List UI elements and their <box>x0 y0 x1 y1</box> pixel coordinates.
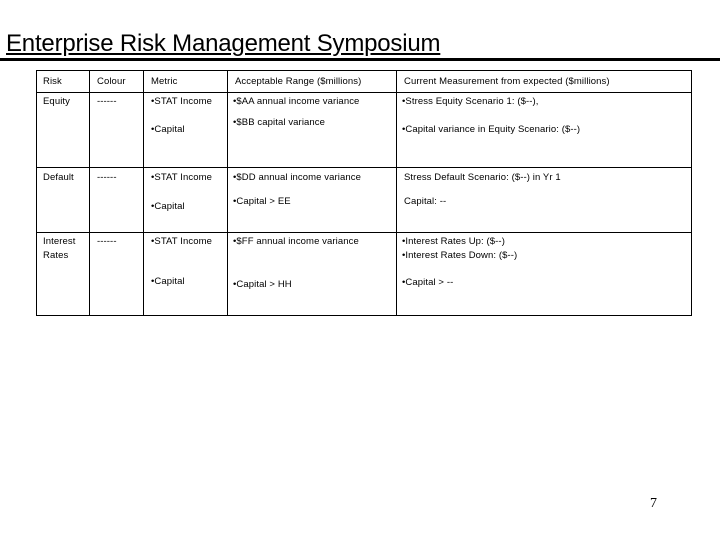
interest-range-capital: •Capital > HH <box>233 279 292 290</box>
title-rule <box>0 58 720 61</box>
header-metric: Metric <box>151 76 178 87</box>
equity-range-income: •$AA annual income variance <box>233 96 360 107</box>
equity-current-stress: •Stress Equity Scenario 1: ($--), <box>402 96 539 107</box>
interest-risk-line2: Rates <box>43 250 69 261</box>
header-divider <box>37 92 691 93</box>
equity-current-capital: •Capital variance in Equity Scenario: ($--) <box>402 124 581 135</box>
equity-risk: Equity <box>43 96 71 107</box>
default-range-capital: •Capital > EE <box>233 196 291 207</box>
interest-risk-line1: Interest <box>43 236 76 247</box>
interest-metric-capital: •Capital <box>151 276 185 287</box>
default-range-income: •$DD annual income variance <box>233 172 362 183</box>
interest-current-up: •Interest Rates Up: ($--) <box>402 236 505 247</box>
equity-range-capital: •$BB capital variance <box>233 117 326 128</box>
header-range: Acceptable Range ($millions) <box>235 76 362 87</box>
header-current: Current Measurement from expected ($millions) <box>404 76 610 87</box>
default-risk: Default <box>43 172 74 183</box>
header-risk: Risk <box>43 76 62 87</box>
slide-title: Enterprise Risk Management Symposium <box>6 30 441 57</box>
row-divider-equity <box>37 167 691 168</box>
interest-metric-income: •STAT Income <box>151 236 213 247</box>
default-current-stress: Stress Default Scenario: ($--) in Yr 1 <box>404 172 561 183</box>
header-colour: Colour <box>97 76 126 87</box>
interest-range-income: •$FF annual income variance <box>233 236 359 247</box>
interest-current-capital: •Capital > -- <box>402 277 454 288</box>
default-metric-income: •STAT Income <box>151 172 213 183</box>
equity-metric-income: •STAT Income <box>151 96 213 107</box>
interest-colour: ------ <box>97 236 117 247</box>
page-number: 7 <box>650 496 657 511</box>
col-divider-2 <box>143 71 144 315</box>
interest-current-down: •Interest Rates Down: ($--) <box>402 250 518 261</box>
col-divider-3 <box>227 71 228 315</box>
equity-metric-capital: •Capital <box>151 124 185 135</box>
row-divider-default <box>37 232 691 233</box>
default-metric-capital: •Capital <box>151 201 185 212</box>
equity-colour: ------ <box>97 96 117 107</box>
col-divider-1 <box>89 71 90 315</box>
risk-table <box>36 70 692 316</box>
col-divider-4 <box>396 71 397 315</box>
default-colour: ------ <box>97 172 117 183</box>
default-current-capital: Capital: -- <box>404 196 447 207</box>
